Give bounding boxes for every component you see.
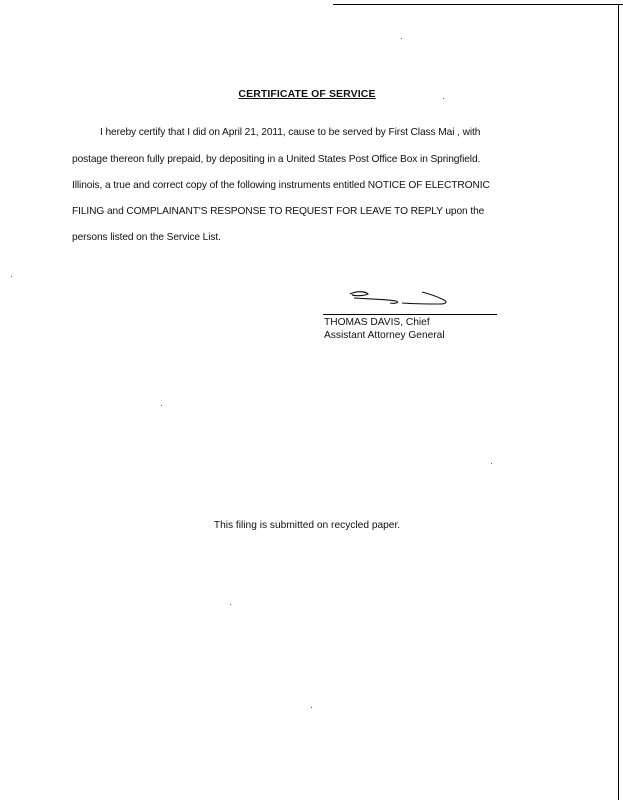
- scan-speck: [401, 38, 402, 39]
- signature-line: [323, 314, 497, 315]
- body-line: Illinois, a true and correct copy of the following instruments entitled NOTICE OF ELECTRONIC: [72, 180, 490, 191]
- top-border-line: [333, 4, 623, 5]
- signer-name: THOMAS DAVIS, Chief: [324, 317, 430, 328]
- scan-speck: [161, 405, 162, 406]
- body-line: I hereby certify that I did on April 21, 2011, cause to be served by First Class Mai , with: [100, 127, 481, 138]
- scan-speck: [230, 604, 231, 605]
- document-title: CERTIFICATE OF SERVICE: [238, 88, 376, 100]
- scan-speck: [443, 98, 444, 99]
- scan-speck: [11, 276, 12, 277]
- body-line: persons listed on the Service List.: [72, 232, 221, 243]
- recycled-paper-note: This filing is submitted on recycled paper.: [213, 520, 401, 531]
- body-line: postage thereon fully prepaid, by depositing in a United States Post Office Box in Springfield.: [72, 154, 481, 165]
- signer-title: Assistant Attorney General: [324, 330, 445, 341]
- scan-speck: [491, 463, 492, 464]
- handwritten-signature: [344, 286, 454, 308]
- scan-speck: [311, 707, 312, 708]
- body-line: FILING and COMPLAINANT'S RESPONSE TO REQUEST FOR LEAVE TO REPLY upon the: [72, 206, 485, 217]
- right-border-line: [618, 4, 619, 800]
